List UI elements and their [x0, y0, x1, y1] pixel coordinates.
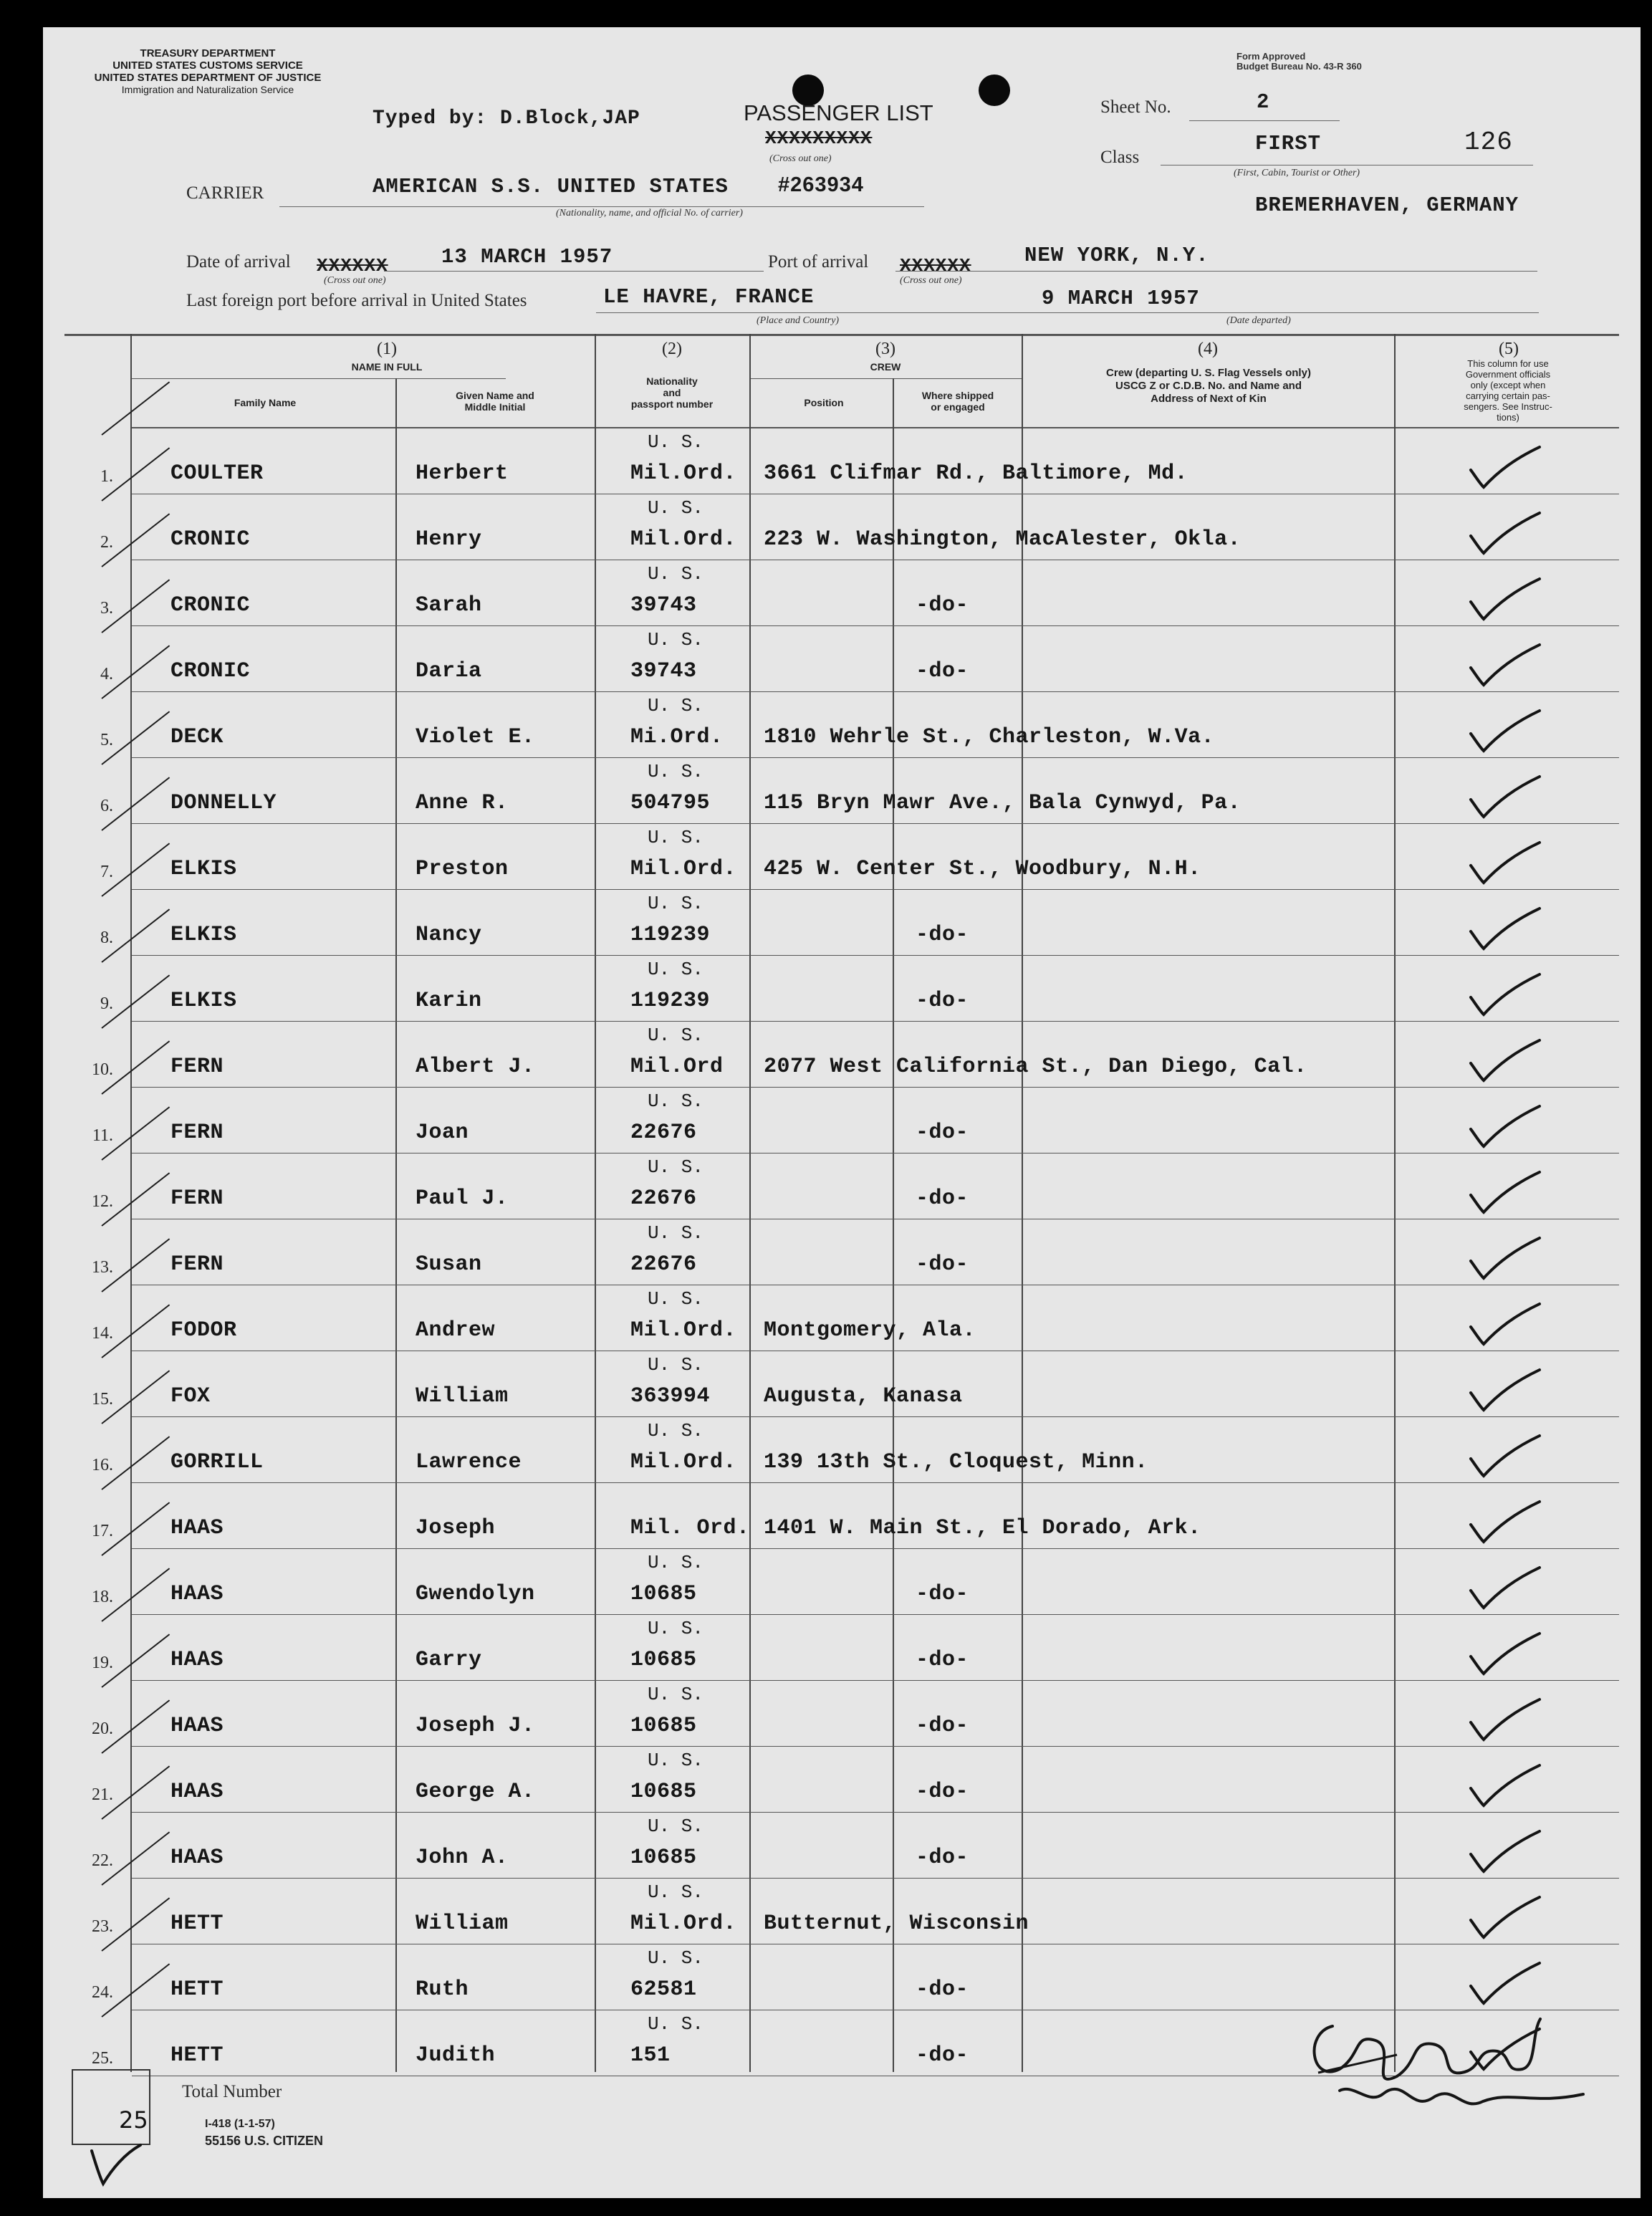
given-name: Henry: [416, 527, 482, 552]
arrival-hint: (Cross out one): [324, 275, 386, 286]
list-crossed-out: XXXXXXXXX: [765, 128, 873, 149]
row-number: 3.: [100, 599, 113, 618]
page-number: 126: [1464, 128, 1513, 157]
row-number: 10.: [92, 1060, 113, 1079]
row-number: 16.: [92, 1456, 113, 1474]
given-name: Anne R.: [416, 791, 509, 815]
budget-bureau-line: Budget Bureau No. 43-R 360: [1236, 61, 1362, 72]
given-name-header-line: Given Name and: [456, 390, 534, 401]
given-name: Preston: [416, 857, 509, 881]
row-number: 21.: [92, 1785, 113, 1804]
nationality-header: [599, 375, 745, 410]
port-hint: (Cross out one): [900, 275, 962, 286]
verified-check-mark: [1465, 1893, 1544, 1943]
last-port-label: Last foreign port before arrival in United States: [186, 291, 527, 310]
class-value: FIRST: [1255, 132, 1322, 155]
row-number: 5.: [100, 731, 113, 749]
nationality: U. S.: [647, 1947, 703, 1969]
passport-number: 22676: [630, 1186, 697, 1211]
officials-header: [1397, 358, 1619, 423]
given-name: Ruth: [416, 1977, 469, 2002]
passport-number: 10685: [630, 1846, 697, 1870]
arrival-underline: [384, 271, 764, 272]
table-row: [43, 1417, 1641, 1483]
family-name-header: Family Name: [234, 397, 297, 408]
nationality: U. S.: [647, 2013, 703, 2035]
total-number-value: 25: [119, 2106, 148, 2134]
next-of-kin-address: -do-: [916, 989, 969, 1013]
carrier-label: CARRIER: [186, 183, 264, 203]
row-number: 22.: [92, 1851, 113, 1870]
table-row: [43, 626, 1641, 692]
passport-number: 39743: [630, 659, 697, 683]
nationality-header-line: and: [663, 387, 681, 398]
table-row: [43, 560, 1641, 626]
agency-header: [72, 47, 344, 96]
verified-check-mark: [1465, 706, 1544, 757]
departed-hint: (Date departed): [1226, 315, 1291, 326]
family-name: HETT: [171, 2043, 224, 2068]
class-label: Class: [1100, 148, 1140, 167]
family-name: HAAS: [171, 1714, 224, 1738]
row-number: 17.: [92, 1522, 113, 1540]
table-row: [43, 1681, 1641, 1747]
carrier-hint: (Nationality, name, and official No. of carrier): [556, 208, 743, 219]
table-row: [43, 956, 1641, 1022]
passport-number: 363994: [630, 1384, 711, 1409]
family-name: ELKIS: [171, 923, 237, 947]
officials-header-line: carrying certain pas-: [1466, 390, 1550, 401]
footer-check-mark: [87, 2141, 145, 2191]
col2-number: (2): [662, 340, 682, 358]
next-of-kin-address: -do-: [916, 1846, 969, 1870]
passport-number: 151: [630, 2043, 671, 2068]
passport-number: 22676: [630, 1252, 697, 1277]
nationality: U. S.: [647, 1090, 703, 1112]
next-of-kin-address: -do-: [916, 1186, 969, 1211]
sheet-label: Sheet No.: [1100, 97, 1171, 117]
table-row: [43, 1285, 1641, 1351]
family-name: HAAS: [171, 1780, 224, 1804]
next-of-kin-header-line: Crew (departing U. S. Flag Vessels only): [1106, 367, 1311, 379]
row-number: 15.: [92, 1390, 113, 1409]
port-crossed: XXXXXX: [900, 255, 971, 277]
passport-number: 10685: [630, 1648, 697, 1672]
table-row: [43, 1088, 1641, 1153]
next-of-kin-address: -do-: [916, 593, 969, 618]
table-row: [43, 1351, 1641, 1417]
passport-number: 10685: [630, 1714, 697, 1738]
next-of-kin-header: [1024, 367, 1393, 406]
table-top-border: [64, 334, 1619, 336]
nationality: U. S.: [647, 1420, 703, 1442]
passport-number: 39743: [630, 593, 697, 618]
nationality: U. S.: [647, 1288, 703, 1310]
table-row: [43, 1483, 1641, 1549]
nationality-header-line: passport number: [630, 398, 714, 410]
verified-check-mark: [1465, 1168, 1544, 1218]
table-row: [43, 1153, 1641, 1219]
given-name: Susan: [416, 1252, 482, 1277]
table-row: [43, 1219, 1641, 1285]
given-name: Garry: [416, 1648, 482, 1672]
col1-number: (1): [377, 340, 397, 358]
nationality: U. S.: [647, 1025, 703, 1046]
family-name: CRONIC: [171, 659, 251, 683]
family-name: FODOR: [171, 1318, 237, 1343]
row-number: 1.: [100, 467, 113, 486]
nationality: U. S.: [647, 1222, 703, 1244]
nationality: U. S.: [647, 959, 703, 980]
family-name: FERN: [171, 1252, 224, 1277]
passenger-list-form: [43, 27, 1641, 2198]
family-name: DONNELLY: [171, 791, 277, 815]
next-of-kin-header-line: Address of Next of Kin: [1151, 393, 1267, 405]
officials-header-line: only (except when: [1470, 380, 1546, 390]
row-number: 9.: [100, 994, 113, 1013]
verified-check-mark: [1465, 904, 1544, 954]
passport-number: Mil.Ord.: [630, 1912, 737, 1936]
given-name: William: [416, 1912, 509, 1936]
passport-number: Mil.Ord.: [630, 1450, 737, 1474]
carrier-number: #263934: [778, 173, 864, 196]
passport-number: 10685: [630, 1582, 697, 1606]
verified-check-mark: [1465, 1563, 1544, 1613]
family-name: FOX: [171, 1384, 211, 1409]
family-name: HETT: [171, 1912, 224, 1936]
given-name: Judith: [416, 2043, 496, 2068]
given-name: William: [416, 1384, 509, 1409]
next-of-kin-address: -do-: [916, 1977, 969, 2002]
given-name: Lawrence: [416, 1450, 522, 1474]
nationality: U. S.: [647, 431, 703, 453]
agency-line: Immigration and Naturalization Service: [121, 84, 294, 95]
shipped-header-line: Where shipped: [921, 390, 994, 401]
family-name: HETT: [171, 1977, 224, 2002]
given-name: Sarah: [416, 593, 482, 618]
port-note: BREMERHAVEN, GERMANY: [1255, 193, 1519, 217]
total-number-label: Total Number: [182, 2082, 282, 2101]
verified-check-mark: [1465, 641, 1544, 691]
citizen-stamp: 55156 U.S. CITIZEN: [205, 2134, 324, 2148]
table-row: [43, 1813, 1641, 1879]
col5-number: (5): [1499, 340, 1519, 358]
arrival-date: 13 MARCH 1957: [441, 245, 613, 269]
class-hint: (First, Cabin, Tourist or Other): [1234, 168, 1360, 178]
given-name: John A.: [416, 1846, 509, 1870]
form-number: I-418 (1-1-57): [205, 2118, 275, 2130]
given-name: Daria: [416, 659, 482, 683]
next-of-kin-address: 223 W. Washington, MacAlester, Okla.: [764, 527, 1242, 552]
row-number: 7.: [100, 863, 113, 881]
family-name: HAAS: [171, 1582, 224, 1606]
port-value: NEW YORK, N.Y.: [1024, 244, 1209, 267]
given-name: Joseph J.: [416, 1714, 535, 1738]
passport-number: Mil.Ord.: [630, 527, 737, 552]
table-row: [43, 758, 1641, 824]
verified-check-mark: [1465, 1234, 1544, 1284]
passport-number: Mil.Ord: [630, 1055, 724, 1079]
nationality: U. S.: [647, 761, 703, 782]
agency-line: TREASURY DEPARTMENT: [140, 47, 276, 59]
family-name: CRONIC: [171, 527, 251, 552]
given-name: Joseph: [416, 1516, 496, 1540]
row-number: 8.: [100, 929, 113, 947]
verified-check-mark: [1465, 443, 1544, 493]
verified-check-mark: [1465, 1695, 1544, 1745]
passport-number: 10685: [630, 1780, 697, 1804]
table-row: [43, 1944, 1641, 2010]
verified-check-mark: [1465, 772, 1544, 822]
next-of-kin-address: -do-: [916, 1714, 969, 1738]
sheet-underline: [1189, 120, 1340, 121]
verified-check-mark: [1465, 1366, 1544, 1416]
given-name: Gwendolyn: [416, 1582, 535, 1606]
table-row: [43, 1879, 1641, 1944]
nationality: U. S.: [647, 893, 703, 914]
table-row: [43, 692, 1641, 758]
next-of-kin-address: Butternut, Wisconsin: [764, 1912, 1029, 1936]
header-split: [132, 378, 506, 379]
position-header: Position: [804, 397, 844, 408]
verified-check-mark: [1465, 575, 1544, 625]
carrier-underline: [279, 206, 924, 207]
nationality: U. S.: [647, 827, 703, 848]
given-name-header: [401, 390, 589, 413]
next-of-kin-address: 3661 Clifmar Rd., Baltimore, Md.: [764, 461, 1188, 486]
verified-check-mark: [1465, 838, 1544, 888]
col4-number: (4): [1198, 340, 1218, 358]
place-hint: (Place and Country): [757, 315, 840, 326]
family-name: FERN: [171, 1121, 224, 1145]
list-title: PASSENGER LIST: [744, 100, 933, 125]
table-row: [43, 428, 1641, 494]
next-of-kin-address: -do-: [916, 2043, 969, 2068]
passport-number: 62581: [630, 1977, 697, 2002]
verified-check-mark: [1465, 1827, 1544, 1877]
punch-hole-right: [979, 75, 1010, 106]
given-name: Joan: [416, 1121, 469, 1145]
family-name: HAAS: [171, 1648, 224, 1672]
verified-check-mark: [1465, 1959, 1544, 2009]
passport-number: Mil.Ord.: [630, 857, 737, 881]
nationality: U. S.: [647, 1816, 703, 1837]
verified-check-mark: [1465, 1497, 1544, 1548]
verified-check-mark: [1465, 1300, 1544, 1350]
verified-check-mark: [1465, 1102, 1544, 1152]
family-name: HAAS: [171, 1846, 224, 1870]
verified-check-mark: [1465, 1431, 1544, 1482]
port-label: Port of arrival: [768, 252, 869, 272]
passport-number: 22676: [630, 1121, 697, 1145]
table-row: [43, 1615, 1641, 1681]
row-number: 20.: [92, 1719, 113, 1738]
officials-header-line: This column for use: [1467, 358, 1549, 369]
row-number: 13.: [92, 1258, 113, 1277]
carrier-value: AMERICAN S.S. UNITED STATES: [373, 175, 729, 198]
class-underline: [1161, 165, 1533, 166]
table-row: [43, 890, 1641, 956]
shipped-header-line: or engaged: [931, 401, 985, 413]
given-name: Nancy: [416, 923, 482, 947]
family-name: GORRILL: [171, 1450, 264, 1474]
col3-number: (3): [875, 340, 895, 358]
row-number: 12.: [92, 1192, 113, 1211]
last-port-value: LE HAVRE, FRANCE: [603, 285, 815, 309]
form-approved-line: Form Approved: [1236, 51, 1306, 62]
cross-out-hint: (Cross out one): [769, 153, 832, 164]
form-approved-note: [1236, 52, 1362, 72]
next-of-kin-address: 425 W. Center St., Woodbury, N.H.: [764, 857, 1201, 881]
family-name: HAAS: [171, 1516, 224, 1540]
next-of-kin-address: -do-: [916, 1252, 969, 1277]
nationality: U. S.: [647, 1156, 703, 1178]
sheet-number: 2: [1257, 90, 1270, 114]
given-name: Herbert: [416, 461, 509, 486]
port-underline: [895, 271, 1537, 272]
row-number: 2.: [100, 533, 113, 552]
next-of-kin-address: 115 Bryn Mawr Ave., Bala Cynwyd, Pa.: [764, 791, 1242, 815]
next-of-kin-address: -do-: [916, 1582, 969, 1606]
officials-header-line: tions): [1497, 412, 1519, 423]
given-name-header-line: Middle Initial: [464, 401, 526, 413]
row-number: 24.: [92, 1983, 113, 2002]
arrival-crossed: XXXXXX: [317, 255, 388, 277]
nationality-header-line: Nationality: [646, 375, 698, 387]
total-number-box: [72, 2069, 150, 2145]
col1-title: NAME IN FULL: [351, 361, 423, 373]
nationality: U. S.: [647, 1618, 703, 1639]
family-name: FERN: [171, 1055, 224, 1079]
next-of-kin-address: -do-: [916, 1648, 969, 1672]
agency-line: UNITED STATES CUSTOMS SERVICE: [112, 59, 303, 72]
officials-header-line: Government officials: [1465, 369, 1551, 380]
next-of-kin-address: -do-: [916, 1121, 969, 1145]
next-of-kin-address: 1401 W. Main St., El Dorado, Ark.: [764, 1516, 1201, 1540]
passport-number: 119239: [630, 989, 711, 1013]
row-number: 19.: [92, 1654, 113, 1672]
arrival-label: Date of arrival: [186, 252, 291, 272]
verified-check-mark: [1465, 1629, 1544, 1679]
row-number: 23.: [92, 1917, 113, 1936]
next-of-kin-header-line: USCG Z or C.D.B. No. and Name and: [1115, 380, 1302, 392]
next-of-kin-address: -do-: [916, 659, 969, 683]
next-of-kin-address: 1810 Wehrle St., Charleston, W.Va.: [764, 725, 1215, 749]
nationality: U. S.: [647, 1750, 703, 1771]
inspector-signature: [1290, 2005, 1612, 2126]
row-number: 4.: [100, 665, 113, 683]
given-name: Karin: [416, 989, 482, 1013]
passport-number: Mi.Ord.: [630, 725, 724, 749]
verified-check-mark: [1465, 1036, 1544, 1086]
next-of-kin-address: 2077 West California St., Dan Diego, Cal.: [764, 1055, 1307, 1079]
passport-number: 504795: [630, 791, 711, 815]
table-row: [43, 824, 1641, 890]
given-name: Andrew: [416, 1318, 496, 1343]
table-row: [43, 1747, 1641, 1813]
verified-check-mark: [1465, 970, 1544, 1020]
given-name: Albert J.: [416, 1055, 535, 1079]
crew-header: CREW: [870, 361, 901, 373]
row-number: 11.: [92, 1126, 113, 1145]
last-port-underline: [596, 312, 1539, 313]
next-of-kin-address: 139 13th St., Cloquest, Minn.: [764, 1450, 1148, 1474]
next-of-kin-address: Augusta, Kanasa: [764, 1384, 963, 1409]
typed-by: Typed by: D.Block,JAP: [373, 107, 640, 130]
passport-number: Mil.Ord.: [630, 1318, 737, 1343]
row-number: 14.: [92, 1324, 113, 1343]
next-of-kin-address: -do-: [916, 923, 969, 947]
officials-header-line: sengers. See Instruc-: [1464, 401, 1552, 412]
nationality: U. S.: [647, 1552, 703, 1573]
next-of-kin-address: -do-: [916, 1780, 969, 1804]
family-name: ELKIS: [171, 857, 237, 881]
family-name: COULTER: [171, 461, 264, 486]
agency-line: UNITED STATES DEPARTMENT OF JUSTICE: [94, 72, 322, 84]
next-of-kin-address: Montgomery, Ala.: [764, 1318, 976, 1343]
given-name: Paul J.: [416, 1186, 509, 1211]
nationality: U. S.: [647, 695, 703, 716]
family-name: CRONIC: [171, 593, 251, 618]
passport-number: Mil.Ord.: [630, 461, 737, 486]
header-split: [751, 378, 1022, 379]
family-name: ELKIS: [171, 989, 237, 1013]
nationality: U. S.: [647, 1881, 703, 1903]
departed-date: 9 MARCH 1957: [1042, 287, 1200, 310]
nationality: U. S.: [647, 629, 703, 651]
family-name: DECK: [171, 725, 224, 749]
family-name: FERN: [171, 1186, 224, 1211]
passport-number: 119239: [630, 923, 711, 947]
shipped-header: [895, 390, 1020, 413]
verified-check-mark: [1465, 509, 1544, 559]
row-number: 25.: [92, 2049, 113, 2068]
verified-check-mark: [1465, 1761, 1544, 1811]
given-name: George A.: [416, 1780, 535, 1804]
passport-number: Mil. Ord.: [630, 1516, 750, 1540]
row-number: 6.: [100, 797, 113, 815]
table-row: [43, 494, 1641, 560]
nationality: U. S.: [647, 497, 703, 519]
nationality: U. S.: [647, 563, 703, 585]
row-number: 18.: [92, 1588, 113, 1606]
nationality: U. S.: [647, 1354, 703, 1376]
table-row: [43, 1022, 1641, 1088]
nationality: U. S.: [647, 1684, 703, 1705]
table-row: [43, 1549, 1641, 1615]
given-name: Violet E.: [416, 725, 535, 749]
